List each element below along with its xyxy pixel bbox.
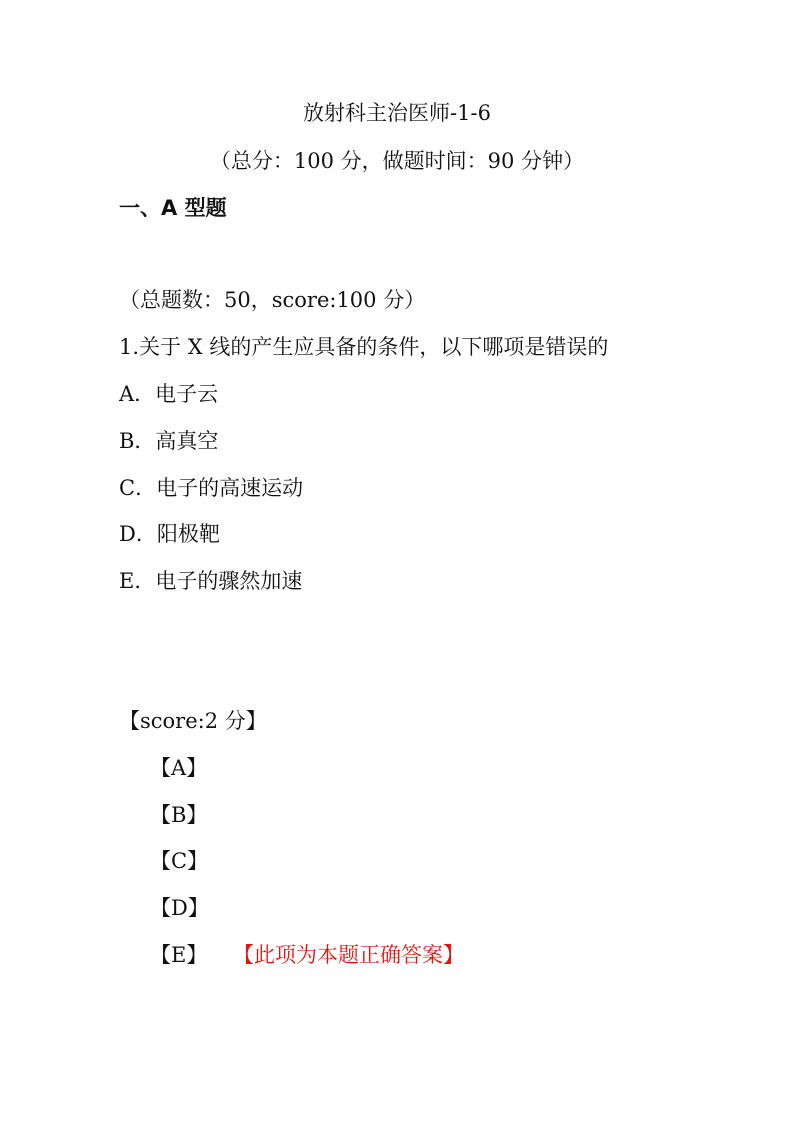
option-a: A．电子云 — [119, 382, 219, 406]
option-c: C．电子的高速运动 — [119, 476, 304, 500]
option-d: D．阳极靶 — [119, 522, 220, 546]
correct-answer-note: 【此项为本题正确答案】 — [233, 943, 464, 967]
answer-c: 【C】 — [150, 849, 209, 873]
section-heading: 一、A 型题 — [119, 196, 227, 220]
section-meta: （总题数：50，score:100 分） — [119, 288, 426, 312]
option-b: B．高真空 — [119, 429, 219, 453]
answer-b: 【B】 — [150, 803, 208, 827]
page-title: 放射科主治医师-1-6 — [303, 101, 491, 125]
answer-d: 【D】 — [150, 896, 209, 920]
option-e: E．电子的骤然加速 — [119, 569, 303, 593]
answer-a: 【A】 — [150, 756, 208, 780]
question-stem: 1.关于 X 线的产生应具备的条件，以下哪项是错误的 — [119, 335, 609, 359]
answer-e: 【E】 — [150, 943, 208, 967]
score-label: 【score:2 分】 — [119, 709, 267, 733]
exam-info: （总分：100 分，做题时间：90 分钟） — [209, 149, 585, 173]
